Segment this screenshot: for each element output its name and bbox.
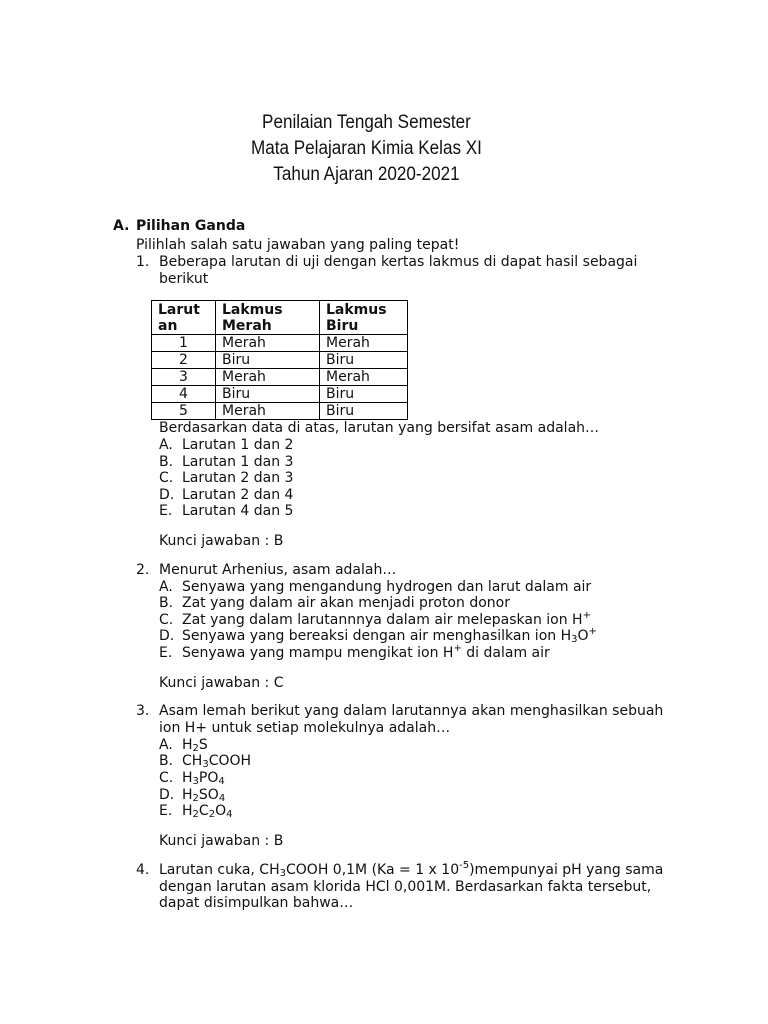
option-text: Senyawa yang mengandung hydrogen dan larut dalam air <box>182 579 592 595</box>
option-text: Senyawa yang bereaksi dengan air menghasilkan ion H <box>182 628 572 644</box>
option-letter: B. <box>159 753 174 769</box>
subscript: 2 <box>208 809 216 820</box>
table-cell: Merah <box>216 403 320 420</box>
answer-key: Kunci jawaban : C <box>159 675 284 691</box>
answer-option <box>159 470 293 487</box>
table-cell: Merah <box>320 335 408 352</box>
answer-option <box>159 579 591 596</box>
section-instruction: Pilihlah salah satu jawaban yang paling tepat! <box>136 237 460 253</box>
table-cell: 4 <box>152 386 216 403</box>
option-text: Senyawa yang mampu mengikat ion H <box>182 645 454 661</box>
option-letter: D. <box>159 628 175 644</box>
text-segment: COOH 0,1M (Ka = 1 x 10 <box>286 862 460 878</box>
table-row <box>152 386 408 403</box>
option-text: Zat yang dalam larutannnya dalam air melepaskan ion H <box>182 612 583 628</box>
answer-option <box>159 737 208 754</box>
header-line: Lakmus <box>222 302 283 318</box>
table-header-cell <box>216 301 320 335</box>
option-letter: C. <box>159 470 174 486</box>
header-line: Larut <box>158 302 200 318</box>
question-text <box>159 862 663 879</box>
question-number: 1. <box>136 254 150 270</box>
table-cell: Biru <box>320 352 408 369</box>
subscript: 3 <box>279 868 286 879</box>
option-text: O <box>577 628 589 644</box>
table-cell: 5 <box>152 403 216 420</box>
title-line-3: Tahun Ajaran 2020-2021 <box>273 164 460 185</box>
table-row <box>152 369 408 386</box>
superscript: + <box>453 643 462 654</box>
question-text: Beberapa larutan di uji dengan kertas lakmus di dapat hasil sebagai <box>159 254 638 270</box>
question-text: dengan larutan asam klorida HCl 0,001M. Berdasarkan fakta tersebut, <box>159 879 652 895</box>
subscript: 2 <box>192 743 199 754</box>
option-letter: D. <box>159 787 175 803</box>
header-line: an <box>158 318 178 334</box>
section-label: A. <box>113 218 130 234</box>
option-letter: C. <box>159 612 174 628</box>
formula-segment: C <box>198 803 209 819</box>
option-letter: B. <box>159 595 174 611</box>
header-line: Lakmus <box>326 302 387 318</box>
table-cell: Merah <box>216 369 320 386</box>
table-cell: Biru <box>216 386 320 403</box>
table-header-row <box>152 301 408 335</box>
table-cell: 3 <box>152 369 216 386</box>
question-text: berikut <box>159 271 209 287</box>
subscript: 4 <box>218 793 226 804</box>
table-cell: Biru <box>320 386 408 403</box>
question-text: Menurut Arhenius, asam adalah… <box>159 562 397 578</box>
question-number: 3. <box>136 703 150 719</box>
superscript: -5 <box>459 860 470 871</box>
option-letter: A. <box>159 737 173 753</box>
table-row <box>152 335 408 352</box>
header-line: Merah <box>222 318 272 334</box>
option-text: Larutan 4 dan 5 <box>182 503 294 519</box>
table-header-cell <box>152 301 216 335</box>
title-line-1: Penilaian Tengah Semester <box>262 112 471 133</box>
answer-option <box>159 770 225 787</box>
answer-option <box>159 803 232 820</box>
subscript: 3 <box>192 776 199 787</box>
answer-option <box>159 454 293 471</box>
formula-segment: H <box>182 787 193 803</box>
table-header-cell <box>320 301 408 335</box>
answer-option <box>159 487 293 504</box>
answer-option <box>159 612 591 629</box>
option-letter: A. <box>159 579 173 595</box>
subscript: 4 <box>218 776 225 787</box>
table-cell: Merah <box>320 369 408 386</box>
question-text: ion H+ untuk setiap molekulnya adalah… <box>159 720 451 736</box>
table-row <box>152 352 408 369</box>
answer-option <box>159 753 251 770</box>
text-segment: )mempunyai pH yang sama <box>469 862 664 878</box>
subscript: 2 <box>192 793 199 804</box>
table-cell: 1 <box>152 335 216 352</box>
subscript: 2 <box>192 809 199 820</box>
answer-key: Kunci jawaban : B <box>159 833 284 849</box>
option-text: Larutan 2 dan 3 <box>182 470 294 486</box>
answer-key: Kunci jawaban : B <box>159 533 284 549</box>
formula-segment: O <box>215 803 227 819</box>
option-text: Zat yang dalam air akan menjadi proton donor <box>182 595 510 611</box>
formula-segment: H <box>182 803 193 819</box>
formula-segment: H <box>182 770 193 786</box>
table-cell: Merah <box>216 335 320 352</box>
question-text: Asam lemah berikut yang dalam larutannya akan menghasilkan sebuah <box>159 703 664 719</box>
answer-option <box>159 645 550 662</box>
superscript: + <box>582 610 591 621</box>
option-text: Larutan 1 dan 3 <box>182 454 294 470</box>
litmus-table <box>151 300 408 420</box>
option-letter: A. <box>159 437 173 453</box>
question-prompt: Berdasarkan data di atas, larutan yang bersifat asam adalah… <box>159 420 600 436</box>
formula-segment: COOH <box>208 753 252 769</box>
answer-option <box>159 595 510 612</box>
formula-segment: S <box>198 737 208 753</box>
answer-option <box>159 787 225 804</box>
subscript: 3 <box>571 634 578 645</box>
table-row <box>152 403 408 420</box>
option-letter: E. <box>159 803 173 819</box>
question-text: dapat disimpulkan bahwa… <box>159 895 354 911</box>
answer-option <box>159 503 293 520</box>
formula-segment: CH <box>182 753 203 769</box>
subscript: 4 <box>226 809 233 820</box>
table-cell: 2 <box>152 352 216 369</box>
section-title: Pilihan Ganda <box>136 218 246 234</box>
document-title <box>37 110 697 188</box>
title-line-2: Mata Pelajaran Kimia Kelas XI <box>250 138 482 159</box>
option-text: di dalam air <box>461 645 550 661</box>
option-letter: D. <box>159 487 175 503</box>
option-letter: B. <box>159 454 174 470</box>
question-number: 2. <box>136 562 150 578</box>
formula-segment: SO <box>198 787 219 803</box>
table-cell: Biru <box>216 352 320 369</box>
header-line: Biru <box>326 318 359 334</box>
option-letter: C. <box>159 770 174 786</box>
option-text: Larutan 1 dan 2 <box>182 437 294 453</box>
formula-segment: H <box>182 737 193 753</box>
table-cell: Biru <box>320 403 408 420</box>
option-text: Larutan 2 dan 4 <box>182 487 294 503</box>
answer-option <box>159 437 293 454</box>
question-number: 4. <box>136 862 150 878</box>
text-segment: Larutan cuka, CH <box>159 862 280 878</box>
superscript: + <box>588 626 597 637</box>
formula-segment: PO <box>198 770 219 786</box>
option-letter: E. <box>159 503 173 519</box>
subscript: 3 <box>202 759 209 770</box>
option-letter: E. <box>159 645 173 661</box>
answer-option <box>159 628 597 645</box>
